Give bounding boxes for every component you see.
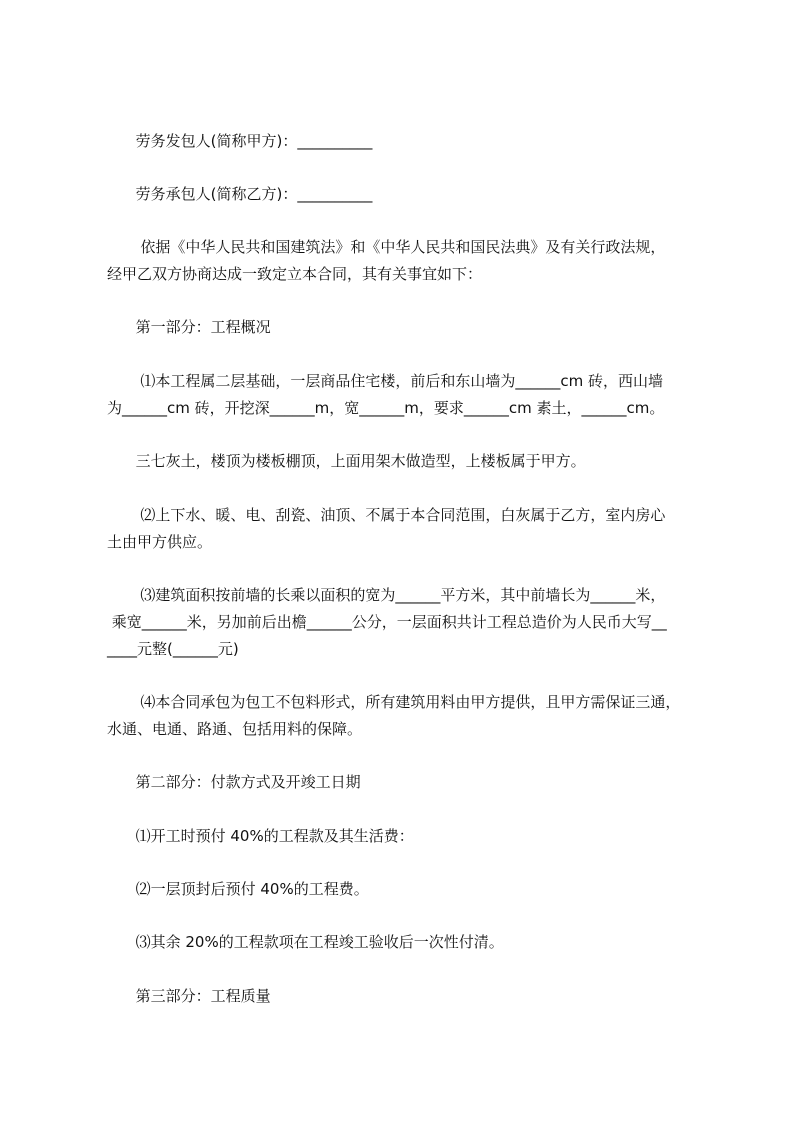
clause-1-2-line-2: 土由甲方供应。 [107,533,213,551]
clause-1-1-line-1: ⑴本工程属二层基础，一层商品住宅楼，前后和东山墙为______cm 砖，西山墙 [107,372,664,390]
clause-1-3-line-1: ⑶建筑面积按前墙的长乘以面积的宽为______平方米，其中前墙长为______米， [107,586,666,604]
contractor-party-b: 劳务承包人(简称乙方)：__________ [107,185,373,203]
contractor-party-a: 劳务发包人(简称甲方)：__________ [107,132,373,150]
clause-1-4-line-1: ⑷本合同承包为包工不包料形式，所有建筑用料由甲方提供，且甲方需保证三通， [107,693,681,711]
clause-2-1: ⑴开工时预付 40%的工程款及其生活费： [107,827,414,845]
part-three-heading: 第三部分：工程质量 [107,987,271,1005]
clause-2-3: ⑶其余 20%的工程款项在工程竣工验收后一次性付清。 [107,933,504,951]
clause-2-2: ⑵一层顶封后预付 40%的工程费。 [107,880,369,898]
clause-1-2-line-1: ⑵上下水、暖、电、刮瓷、油顶、不属于本合同范围，白灰属于乙方，室内房心 [107,506,666,524]
clause-1-1-cont: 三七灰土，楼顶为楼板棚顶，上面用架木做造型，上楼板属于甲方。 [107,452,586,470]
part-one-heading: 第一部分：工程概况 [107,318,271,336]
clause-1-3-line-2: 乘宽______米，另加前后出檐______公分，一层面积共计工程总造价为人民币大写__ [107,613,667,631]
clause-1-3-line-3: ____元整(______元) [107,640,239,658]
preamble-line-1: 依据《中华人民共和国建筑法》和《中华人民共和国民法典》及有关行政法规， [107,238,666,256]
clause-1-1-line-2: 为______cm 砖，开挖深______m，宽______m，要求______cm 素土，______cm。 [107,399,665,417]
part-two-heading: 第二部分：付款方式及开竣工日期 [107,773,361,791]
preamble-line-2: 经甲乙双方协商达成一致定立本合同，其有关事宜如下： [107,265,483,283]
clause-1-4-line-2: 水通、电通、路通、包括用料的保障。 [107,720,363,738]
